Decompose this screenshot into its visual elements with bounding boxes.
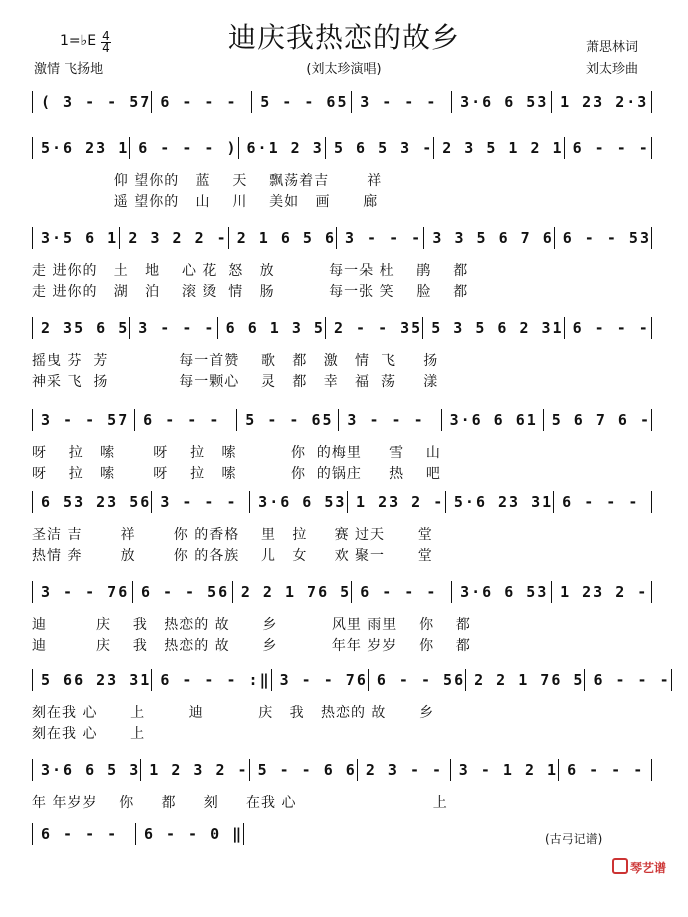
score-system [0,408,688,503]
measure: 2 3 - - [365,761,444,779]
measure: 6 53 23 56 [41,493,152,511]
measure: 3·5 6 1 [41,229,119,247]
measure: 5 3 5 6 2 31 [431,319,564,337]
barline [651,227,652,249]
measure: 3 - - - [347,411,425,429]
meter-top: 4 [102,29,110,43]
measure: 3 3 5 6 7 6 [432,229,554,247]
measure: 3·6 6 61 [449,411,538,429]
measure: 1 23 2 - [560,583,649,601]
measure: 6 - - 53 [562,229,651,247]
measure: 6 - - 56 [376,671,466,689]
lyric-line-1: 刻在我 心 上 迪 庆 我 热恋的 故 乡 [32,705,435,721]
lyric-line-2: 刻在我 心 上 [32,726,146,742]
measure: 5 6 5 3 - [333,139,434,157]
notation-line [32,408,652,432]
barline [651,409,652,431]
notation-line [32,226,652,250]
measure: 5·6 23 1 [41,139,130,157]
measure: 6·1 2 3 [246,139,324,157]
measure: 2 2 1 76 5 [474,671,585,689]
site-logo [612,858,666,876]
measure: 2 - - 35 [333,319,423,337]
measure: 6 - - 56 [140,583,230,601]
notation-line [32,316,652,340]
tempo-marking: 激情 飞扬地 [34,62,104,77]
score-system [0,226,688,321]
measure: 5·6 23 31 [453,493,554,511]
notation-line [32,136,652,160]
measure: 3 - - 57 [41,411,130,429]
barline [651,491,652,513]
lyricist-credit: 萧思林词 [586,40,639,55]
notation-line [32,490,652,514]
time-signature [101,31,111,54]
measure: 2 35 6 5 [41,319,130,337]
measure: 3 - - 76 [279,671,368,689]
measure: 6 - - - [567,761,645,779]
lyric-line-1: 走 进你的 土 地 心 花 怒 放 每一朵 杜 鹃 都 [32,263,469,279]
measure: 6 - - - ) [138,139,238,157]
measure: 3·6 6 53 [258,493,347,511]
measure: 3 - - - [138,319,216,337]
measure: 1 2 3 2 - [149,761,249,779]
lyric-line-2: 呀 拉 嗦 呀 拉 嗦 你 的锅庄 热 吧 [32,466,441,482]
measure: 5 - - 65 [245,411,334,429]
meter-bottom: 4 [102,41,110,55]
composer-credit: 刘太珍曲 [586,62,639,77]
score-system [0,490,688,585]
measure: 2 2 1 76 5 [240,583,352,601]
measure: ( 3 - - 57 [41,93,152,111]
measure: 2 3 2 2 - [128,229,228,247]
singer-credit: (刘太珍演唱) [306,62,382,77]
transcriber-credit: (古弓记谱) [545,832,603,846]
measure: 6 6 1 3 5 [225,319,325,337]
measure: 5 - - 65 [260,93,349,111]
measure: 2 1 6 5 6 [236,229,336,247]
notation-line [32,758,652,782]
lyric-line-2: 迪 庆 我 热恋的 故 乡 年年 岁岁 你 都 [32,638,471,654]
measure: 3·6 6 53 [460,583,549,601]
barline [651,581,652,603]
measure: 6 - - - [562,493,640,511]
lyric-line-1: 迪 庆 我 热恋的 故 乡 风里 雨里 你 都 [32,617,471,633]
measure: 5 6 7 6 - [551,411,651,429]
lyric-line-2 [32,877,652,897]
measure: 3 - - 76 [41,583,130,601]
lyric-line-1: 年 年岁岁 你 都 刻 在我 心 上 [32,795,448,811]
measure: 6 - - - [41,825,119,843]
measure: 6 - - - [572,319,650,337]
measure: 6 - - - :‖ [160,671,271,689]
lyric-line-1: 圣洁 吉 祥 你 的香格 里 拉 赛 过天 堂 [32,527,433,543]
measure: 5 66 23 31 [41,671,152,689]
barline [651,317,652,339]
measure: 3 - 1 2 1 [458,761,559,779]
lyric-line-1: 摇曳 芬 芳 每一首赞 歌 都 激 情 飞 扬 [32,353,439,369]
measure: 6 - - - [360,583,438,601]
barline [651,759,652,781]
logo-icon [612,858,628,874]
measure: 3·6 6 53 [460,93,549,111]
measure: 3 - - - [344,229,423,247]
score-system [0,580,688,675]
barline [651,137,652,159]
lyric-line-1: 呀 拉 嗦 呀 拉 嗦 你 的梅里 雪 山 [32,445,441,461]
score-system [0,668,688,763]
measure: 5 - - 6 6 [257,761,357,779]
measure: 1 23 2·3 [560,93,649,111]
barline [243,823,244,845]
lyric-line-1 [32,856,652,876]
notation-line [32,90,652,114]
lyric-line-2: 热情 奔 放 你 的各族 儿 女 欢 聚一 堂 [32,548,433,564]
notation-line [32,580,652,604]
song-title: 迪庆我热恋的故乡 [227,21,460,54]
measure: 3 - - - [360,93,438,111]
measure: 2 3 5 1 2 1 [442,139,564,157]
lyric-line-2: 遥 望你的 山 川 美如 画 廊 [32,194,379,210]
key-signature: 1=♭E [60,33,97,49]
barline [651,91,652,113]
score-system [0,316,688,411]
measure: 6 - - 0 ‖ [143,825,244,843]
measure: 3·6 6 5 3 [41,761,141,779]
measure: 6 - - - [143,411,221,429]
score-system [0,136,688,231]
measure: 1 23 2 - [356,493,445,511]
notation-line [32,668,671,692]
barline [671,669,672,691]
logo-text: 琴艺谱 [630,861,667,875]
measure: 6 - - - [160,93,238,111]
lyric-line-2: 走 进你的 湖 泊 滚 烫 情 肠 每一张 笑 脸 都 [32,284,469,300]
lyric-line-2: 神采 飞 扬 每一颗心 灵 都 幸 福 荡 漾 [32,374,439,390]
measure: 3 - - - [160,493,238,511]
measure: 6 - - - [593,671,671,689]
lyric-line-1: 仰 望你的 蓝 天 飘荡着吉 祥 [32,173,383,189]
measure: 6 - - - [572,139,650,157]
